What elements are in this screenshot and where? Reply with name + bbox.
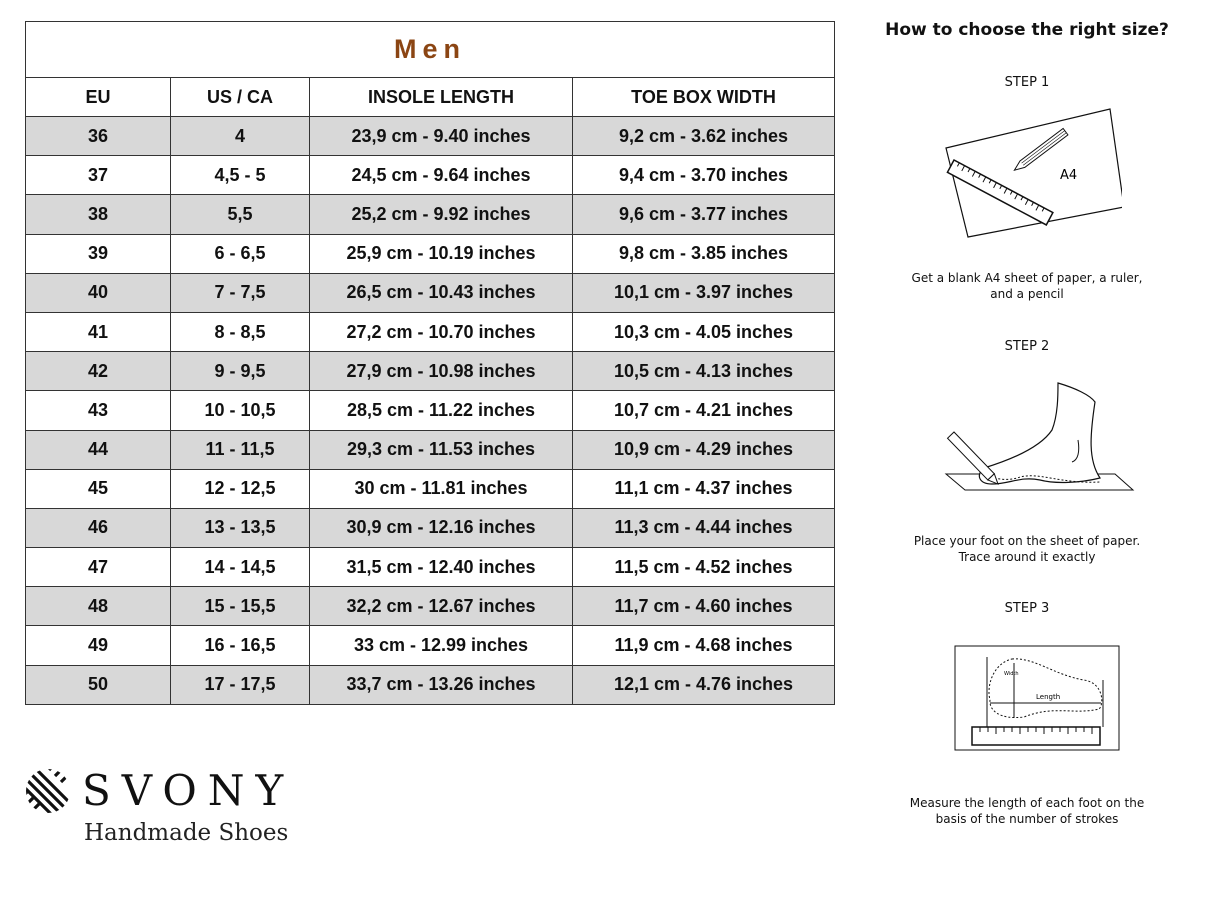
table-row	[26, 548, 835, 587]
cell-eu: 40	[26, 273, 171, 312]
table-title: Men	[26, 22, 835, 78]
header-eu: EU	[26, 78, 171, 117]
cell-us-ca: 6 - 6,5	[171, 234, 310, 273]
header-us-ca: US / CA	[171, 78, 310, 117]
cell-insole-length: 30 cm - 11.81 inches	[310, 469, 573, 508]
cell-us-ca: 4	[171, 117, 310, 156]
table-row	[26, 508, 835, 547]
cell-insole-length: 33 cm - 12.99 inches	[310, 626, 573, 665]
cell-toe-box-width: 11,3 cm - 4.44 inches	[573, 508, 835, 547]
table-row	[26, 430, 835, 469]
cell-us-ca: 8 - 8,5	[171, 312, 310, 351]
guide-title: How to choose the right size?	[885, 20, 1169, 40]
table-row	[26, 391, 835, 430]
size-chart-table	[25, 21, 835, 705]
table-row	[26, 626, 835, 665]
cell-insole-length: 33,7 cm - 13.26 inches	[310, 665, 573, 704]
cell-toe-box-width: 9,4 cm - 3.70 inches	[573, 156, 835, 195]
cell-insole-length: 26,5 cm - 10.43 inches	[310, 273, 573, 312]
step-3-label: STEP 3	[1004, 601, 1050, 616]
cell-eu: 49	[26, 626, 171, 665]
table-row	[26, 469, 835, 508]
paper-ruler-pencil-illustration	[942, 105, 1122, 240]
foot-measurement-illustration	[954, 645, 1122, 753]
step-3-caption	[860, 795, 1194, 827]
step-1-caption	[860, 270, 1194, 302]
cell-us-ca: 15 - 15,5	[171, 587, 310, 626]
step-1-label: STEP 1	[1004, 75, 1050, 90]
step-1-caption-line-2: and a pencil	[990, 287, 1064, 301]
cell-eu: 38	[26, 195, 171, 234]
cell-toe-box-width: 11,9 cm - 4.68 inches	[573, 626, 835, 665]
cell-insole-length: 24,5 cm - 9.64 inches	[310, 156, 573, 195]
step-2-caption	[860, 533, 1194, 565]
cell-toe-box-width: 11,1 cm - 4.37 inches	[573, 469, 835, 508]
width-label: Width	[1004, 671, 1019, 677]
cell-toe-box-width: 9,6 cm - 3.77 inches	[573, 195, 835, 234]
step-2-label: STEP 2	[1004, 339, 1050, 354]
cell-eu: 44	[26, 430, 171, 469]
step-2-caption-line-2: Trace around it exactly	[958, 550, 1096, 564]
cell-insole-length: 31,5 cm - 12.40 inches	[310, 548, 573, 587]
cell-eu: 45	[26, 469, 171, 508]
cell-us-ca: 10 - 10,5	[171, 391, 310, 430]
cell-us-ca: 11 - 11,5	[171, 430, 310, 469]
cell-eu: 41	[26, 312, 171, 351]
cell-eu: 46	[26, 508, 171, 547]
cell-eu: 43	[26, 391, 171, 430]
cell-toe-box-width: 9,2 cm - 3.62 inches	[573, 117, 835, 156]
cell-toe-box-width: 12,1 cm - 4.76 inches	[573, 665, 835, 704]
table-row	[26, 156, 835, 195]
brand-name: SVONY	[82, 766, 295, 815]
table-row	[26, 312, 835, 351]
cell-eu: 48	[26, 587, 171, 626]
cell-toe-box-width: 9,8 cm - 3.85 inches	[573, 234, 835, 273]
cell-us-ca: 13 - 13,5	[171, 508, 310, 547]
cell-us-ca: 4,5 - 5	[171, 156, 310, 195]
cell-insole-length: 27,9 cm - 10.98 inches	[310, 352, 573, 391]
cell-toe-box-width: 10,5 cm - 4.13 inches	[573, 352, 835, 391]
cell-insole-length: 23,9 cm - 9.40 inches	[310, 117, 573, 156]
cell-eu: 36	[26, 117, 171, 156]
a4-label: A4	[1060, 168, 1078, 183]
step-1-caption-line-1: Get a blank A4 sheet of paper, a ruler,	[911, 271, 1143, 285]
cell-eu: 50	[26, 665, 171, 704]
step-2-caption-line-1: Place your foot on the sheet of paper.	[913, 534, 1141, 548]
cell-toe-box-width: 11,5 cm - 4.52 inches	[573, 548, 835, 587]
cell-insole-length: 30,9 cm - 12.16 inches	[310, 508, 573, 547]
length-label: Length	[1036, 693, 1061, 701]
header-toe-box-width: TOE BOX WIDTH	[573, 78, 835, 117]
table-row	[26, 665, 835, 704]
table-row	[26, 234, 835, 273]
cell-toe-box-width: 10,1 cm - 3.97 inches	[573, 273, 835, 312]
cell-eu: 37	[26, 156, 171, 195]
cell-us-ca: 16 - 16,5	[171, 626, 310, 665]
step-3-caption-line-1: Measure the length of each foot on the	[909, 796, 1145, 810]
foot-tracing-illustration	[940, 380, 1140, 495]
cell-us-ca: 14 - 14,5	[171, 548, 310, 587]
table-row	[26, 273, 835, 312]
step-3-caption-line-2: basis of the number of strokes	[935, 812, 1119, 826]
table-row	[26, 195, 835, 234]
cell-eu: 39	[26, 234, 171, 273]
cell-insole-length: 25,9 cm - 10.19 inches	[310, 234, 573, 273]
cell-us-ca: 17 - 17,5	[171, 665, 310, 704]
cell-us-ca: 5,5	[171, 195, 310, 234]
brand-tagline: Handmade Shoes	[84, 820, 289, 846]
cell-us-ca: 7 - 7,5	[171, 273, 310, 312]
svony-logo-icon	[25, 768, 71, 814]
cell-us-ca: 12 - 12,5	[171, 469, 310, 508]
cell-toe-box-width: 10,3 cm - 4.05 inches	[573, 312, 835, 351]
cell-insole-length: 25,2 cm - 9.92 inches	[310, 195, 573, 234]
table-row	[26, 117, 835, 156]
header-insole-length: INSOLE LENGTH	[310, 78, 573, 117]
cell-insole-length: 29,3 cm - 11.53 inches	[310, 430, 573, 469]
cell-insole-length: 28,5 cm - 11.22 inches	[310, 391, 573, 430]
table-row	[26, 352, 835, 391]
cell-us-ca: 9 - 9,5	[171, 352, 310, 391]
cell-insole-length: 32,2 cm - 12.67 inches	[310, 587, 573, 626]
cell-eu: 42	[26, 352, 171, 391]
cell-toe-box-width: 10,9 cm - 4.29 inches	[573, 430, 835, 469]
table-row	[26, 587, 835, 626]
cell-eu: 47	[26, 548, 171, 587]
cell-toe-box-width: 10,7 cm - 4.21 inches	[573, 391, 835, 430]
cell-insole-length: 27,2 cm - 10.70 inches	[310, 312, 573, 351]
cell-toe-box-width: 11,7 cm - 4.60 inches	[573, 587, 835, 626]
